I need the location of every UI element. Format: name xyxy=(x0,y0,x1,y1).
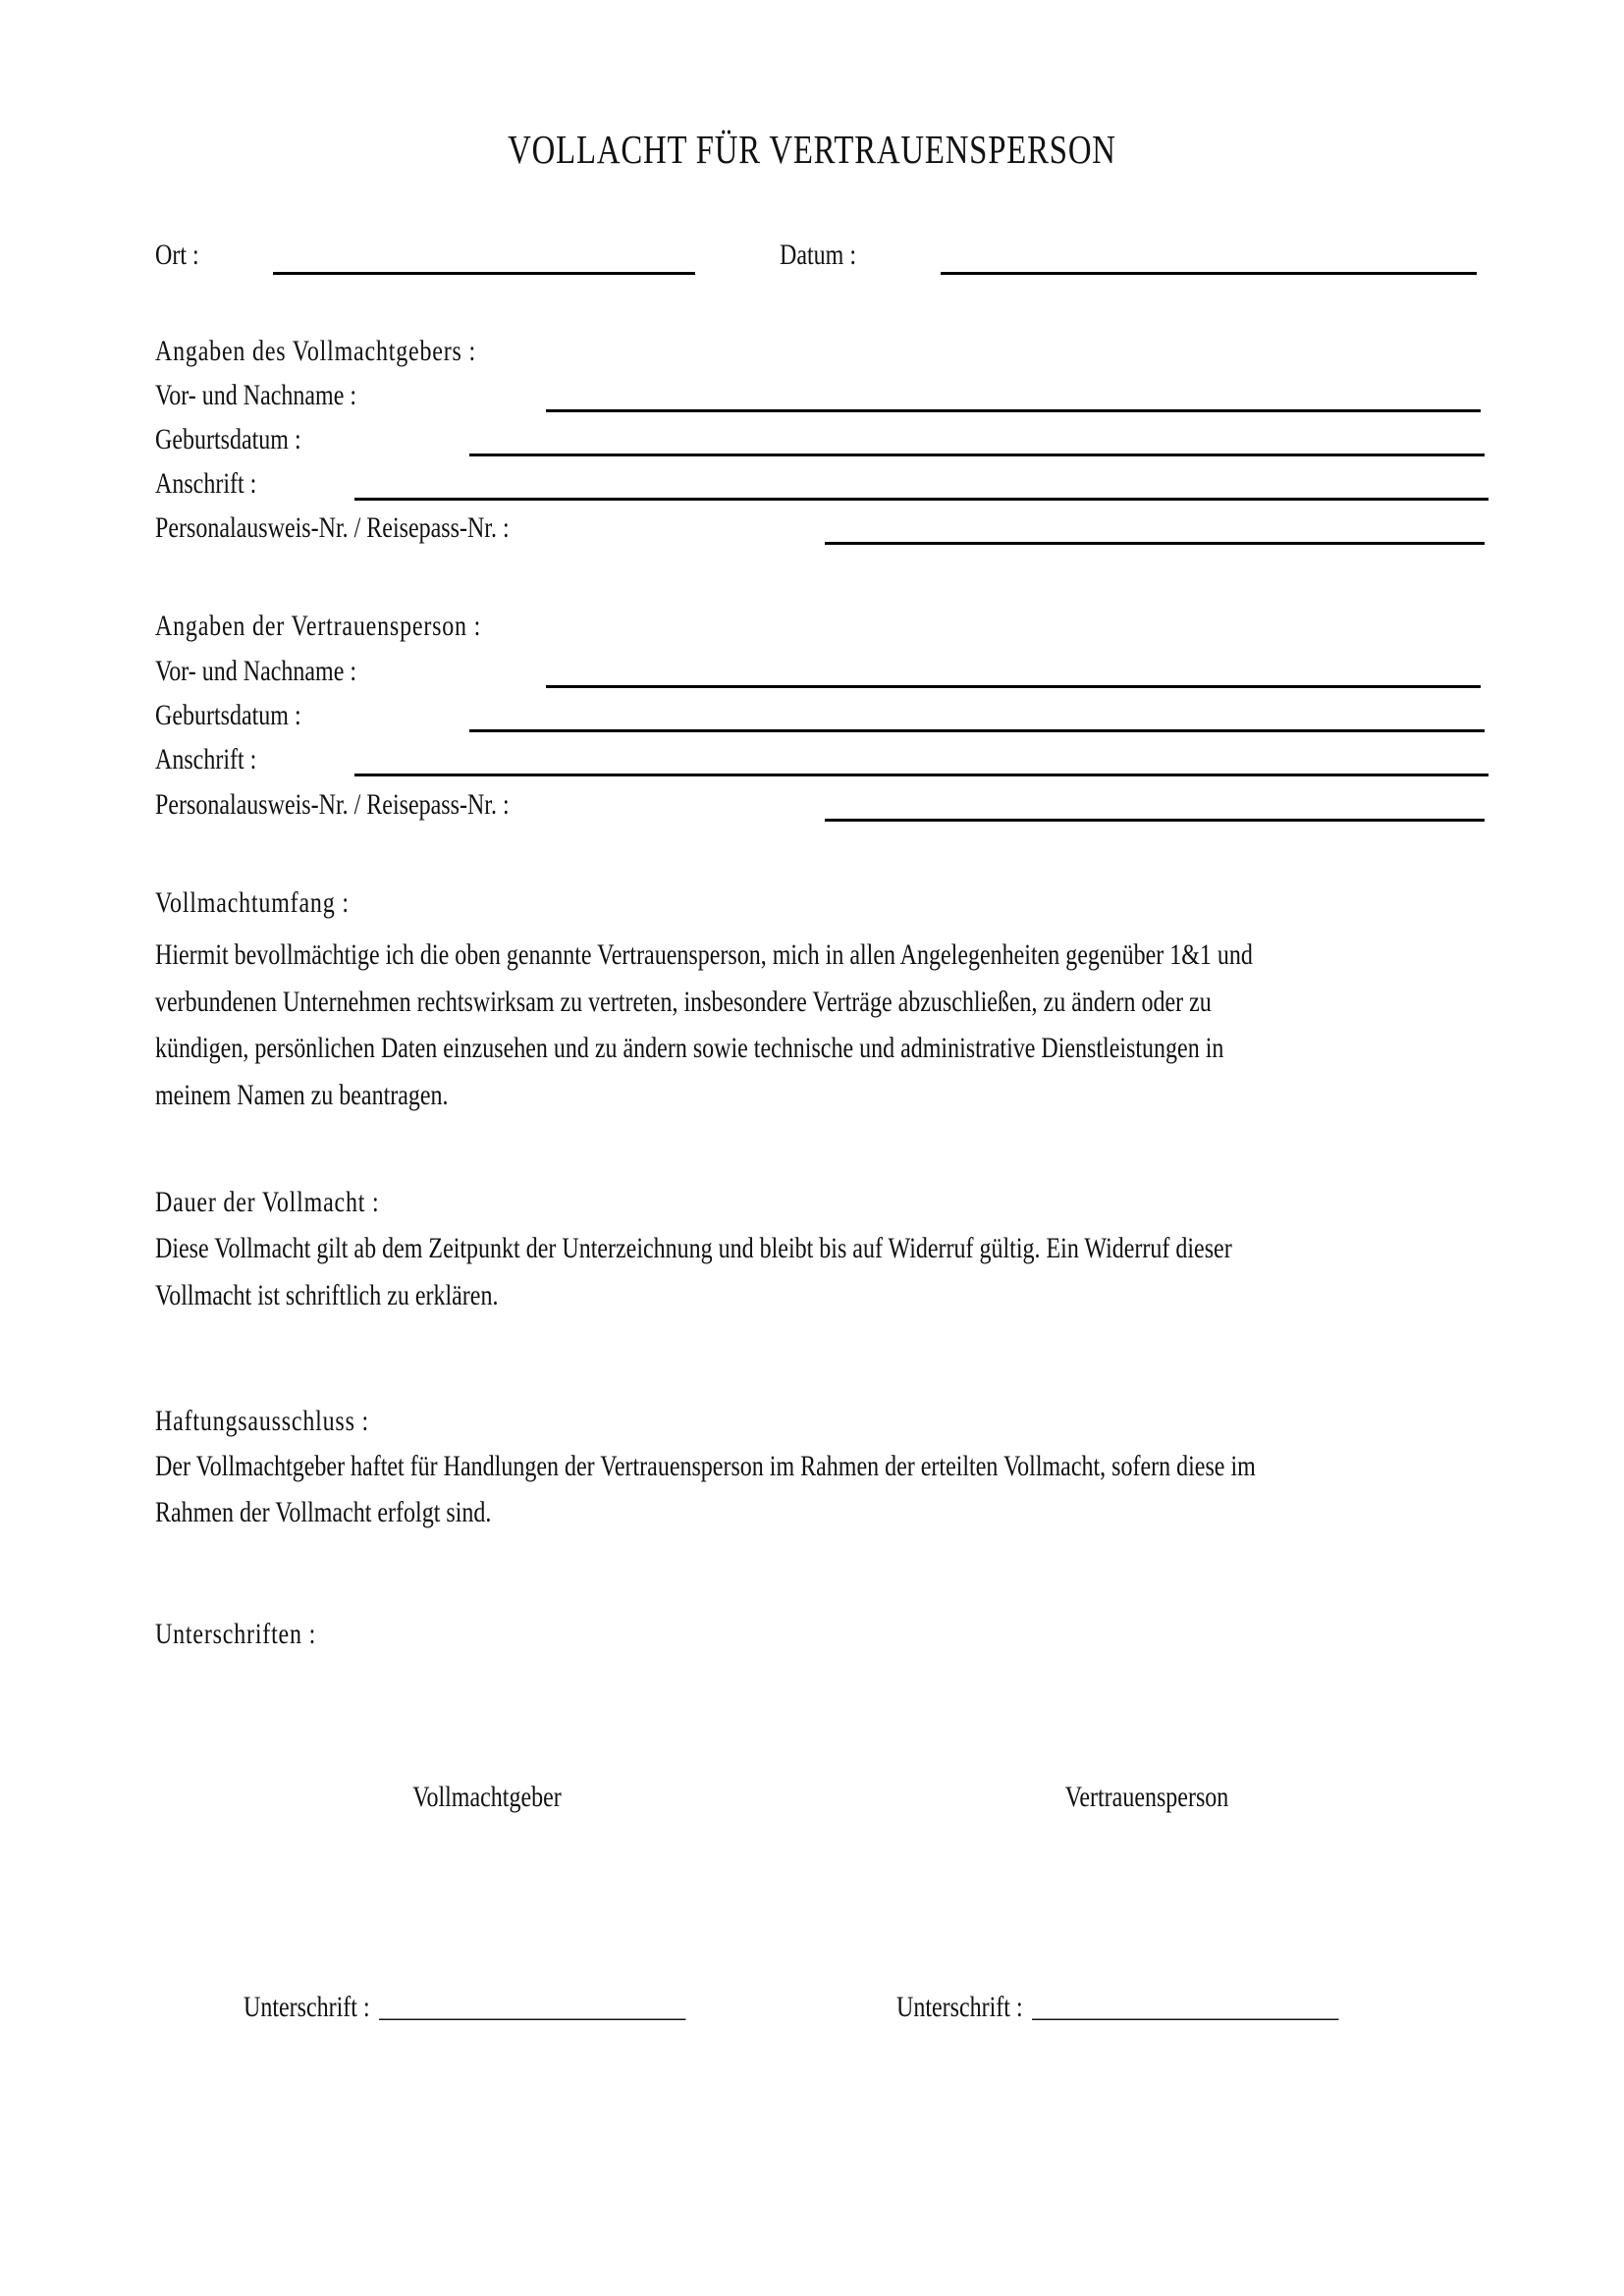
ort-field-line xyxy=(273,272,695,275)
trustee-name-label: Vor- und Nachname : xyxy=(155,655,357,687)
trustee-birthdate-field-line xyxy=(469,729,1485,732)
liability-paragraph-line-2: Rahmen der Vollmacht erfolgt sind. xyxy=(155,1496,492,1528)
datum-label: Datum : xyxy=(780,239,856,271)
signature-right-role-label: Vertrauensperson xyxy=(1064,1781,1229,1813)
principal-address-field-line xyxy=(354,498,1489,501)
trustee-birthdate-label: Geburtsdatum : xyxy=(155,699,301,731)
trustee-section-heading: Angaben der Vertrauensperson : xyxy=(155,610,482,642)
datum-field-line xyxy=(941,272,1477,275)
signature-left-group xyxy=(244,1988,685,2027)
signature-left-role-label: Vollmachtgeber xyxy=(412,1781,562,1813)
scope-section-heading: Vollmachtumfang : xyxy=(155,886,350,919)
trustee-address-label: Anschrift : xyxy=(155,743,257,775)
principal-name-label: Vor- und Nachname : xyxy=(155,379,357,411)
principal-section-heading: Angaben des Vollmachtgebers : xyxy=(155,335,476,367)
principal-birthdate-field-line xyxy=(469,454,1485,456)
document-title: VOLLACHT FÜR VERTRAUENSPERSON xyxy=(508,127,1116,172)
duration-paragraph-line-1: Diese Vollmacht gilt ab dem Zeitpunkt der Unterzeichnung und bleibt bis auf Widerruf gültig. Ein Widerruf dieser xyxy=(155,1232,1232,1264)
signatures-section-heading: Unterschriften : xyxy=(155,1618,317,1650)
principal-name-field-line xyxy=(546,409,1481,412)
signature-right-group xyxy=(896,1988,1338,2027)
duration-paragraph-line-2: Vollmacht ist schriftlich zu erklären. xyxy=(155,1279,499,1311)
ort-label: Ort : xyxy=(155,239,199,271)
scope-paragraph-line-1: Hiermit bevollmächtige ich die oben genannte Vertrauensperson, mich in allen Angelegenheiten gegenüber 1&1 und xyxy=(155,938,1253,971)
signature-right-line: __________________________ xyxy=(1032,1991,1339,2023)
trustee-address-field-line xyxy=(354,774,1489,776)
trustee-id-number-field-line xyxy=(825,819,1485,822)
signature-left-line: __________________________ xyxy=(379,1991,686,2023)
liability-paragraph-line-1: Der Vollmachtgeber haftet für Handlungen der Vertrauensperson im Rahmen der erteilten Vollmacht, sofern diese im xyxy=(155,1450,1256,1482)
scope-paragraph-line-3: kündigen, persönlichen Daten einzusehen und zu ändern sowie technische und administrative Dienstleistungen in xyxy=(155,1032,1224,1064)
trustee-name-field-line xyxy=(546,685,1481,688)
signature-right-label: Unterschrift : xyxy=(896,1991,1023,2023)
principal-address-label: Anschrift : xyxy=(155,467,257,500)
principal-id-number-label: Personalausweis-Nr. / Reisepass-Nr. : xyxy=(155,511,510,544)
principal-birthdate-label: Geburtsdatum : xyxy=(155,423,301,455)
scope-paragraph-line-4: meinem Namen zu beantragen. xyxy=(155,1079,449,1111)
trustee-id-number-label: Personalausweis-Nr. / Reisepass-Nr. : xyxy=(155,788,510,821)
signature-left-label: Unterschrift : xyxy=(244,1991,370,2023)
scope-paragraph-line-2: verbundenen Unternehmen rechtswirksam zu vertreten, insbesondere Verträge abzuschließen, zu ändern oder zu xyxy=(155,986,1212,1018)
principal-id-number-field-line xyxy=(825,542,1485,545)
liability-section-heading: Haftungsausschluss : xyxy=(155,1405,369,1437)
duration-section-heading: Dauer der Vollmacht : xyxy=(155,1186,380,1218)
